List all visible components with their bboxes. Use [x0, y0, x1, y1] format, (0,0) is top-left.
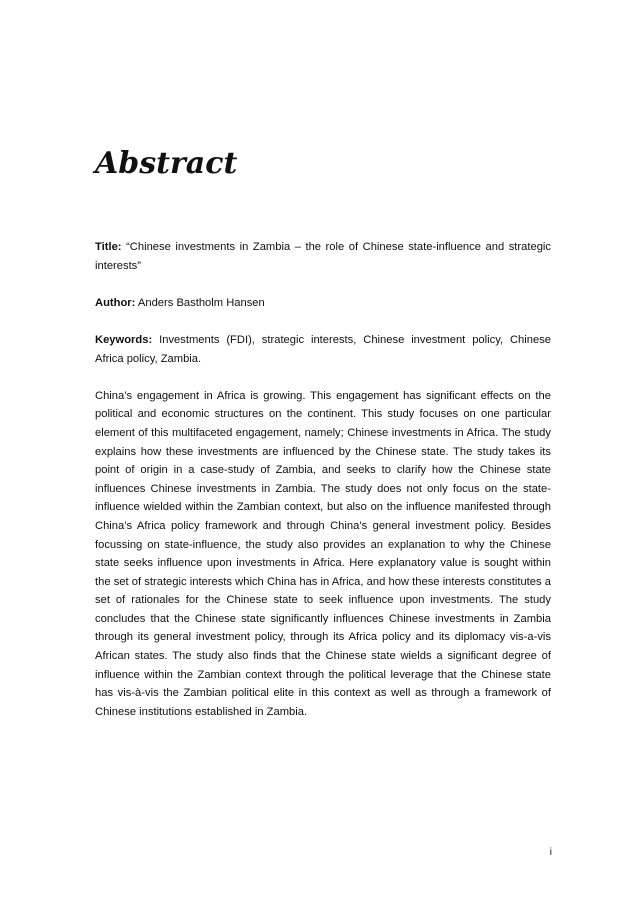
title-text: “Chinese investments in Zambia – the role of Chinese state-influence and strategic interests” [95, 241, 551, 272]
keywords-text: Investments (FDI), strategic interests, Chinese investment policy, Chinese Africa policy, Zambia. [95, 333, 552, 365]
title-label: Title: [95, 241, 122, 253]
keywords-paragraph [95, 331, 551, 368]
abstract-body: China’s engagement in Africa is growing. This engagement has significant effects on the political and economic structures on the continent. This study focuses on one particular element of this multifaceted engagement, namely; Chinese investments in Africa. The study explains how these investments are influenced by the Chinese state. The study takes its point of origin in a case-study of Zambia, and seeks to clarify how the Chinese state influences Chinese investments in Zambia. The study does not only focus on the state-influence wielded within the Zambian context, but also on the influence manifested through China’s Africa policy framework and through China’s general investment policy. Besides focussing on state-influence, the study also provides an explanation to why the Chinese state seeks influence upon investments in Africa. Here explanatory value is sought within the set of strategic interests which China has in Africa, and how these interests constitutes a set of rationales for the Chinese state to seek influence upon investments. The study concludes that the Chinese state significantly influences Chinese investments in Zambia through its general investment policy, through its Africa policy and its diplomacy vis-a-vis African states. The study also finds that the Chinese state wields a significant degree of influence within the Zambian context through the political leverage that the Chinese state has vis-à-vis the Zambian political elite in this context as well as through a framework of Chinese institutions established in Zambia. [95, 389, 551, 718]
page-number: i [549, 847, 552, 858]
title-paragraph [95, 238, 551, 275]
author-label: Author: [95, 296, 136, 309]
keywords-label: Keywords: [95, 333, 153, 346]
author-paragraph [95, 294, 551, 313]
abstract-heading: Abstract [95, 146, 238, 181]
abstract-content [95, 238, 551, 740]
author-text: Anders Bastholm Hansen [137, 296, 265, 309]
